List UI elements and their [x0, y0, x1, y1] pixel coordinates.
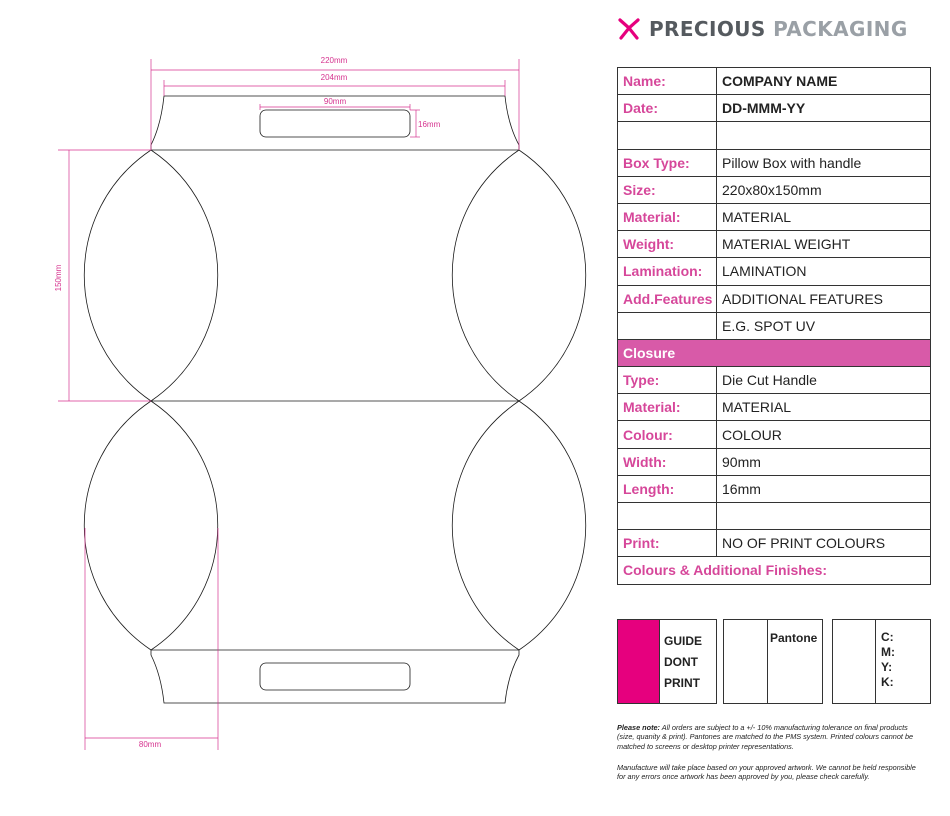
spec-row-weight	[618, 231, 931, 258]
spec-label: Add.Features	[618, 285, 717, 312]
dim-label-80mm: 80mm	[138, 740, 162, 749]
right-lower-end-curve	[452, 401, 586, 650]
spec-value: 16mm	[717, 475, 931, 502]
note-tolerance-text: All orders are subject to a +/- 10% manufacturing tolerance on final products (size, quanity & print). Pantones are matched to the PMS system. Printed colours cannot be matched to screens or desktop printer representations.	[617, 723, 914, 751]
spec-row-blank-2	[618, 503, 931, 530]
spec-value: 220x80x150mm	[717, 176, 931, 203]
spec-value: 90mm	[717, 448, 931, 475]
spec-row-colour	[618, 421, 931, 448]
spec-value: MATERIAL WEIGHT	[717, 231, 931, 258]
cmyk-k-label: K:	[881, 675, 894, 689]
note-tolerance-heading: Please note:	[617, 723, 660, 732]
brand-logo	[617, 14, 908, 44]
spec-row-add-features-extra	[618, 312, 931, 339]
brand-name-part2: PACKAGING	[773, 17, 908, 41]
spec-label: Type:	[618, 367, 717, 394]
left-lower-end-curve	[84, 401, 218, 650]
spec-value	[717, 503, 931, 530]
spec-label: Name:	[618, 68, 717, 95]
dim-label-90mm: 90mm	[323, 97, 347, 106]
spec-label: Lamination:	[618, 258, 717, 285]
spec-row-add-features	[618, 285, 931, 312]
spec-value: DD-MMM-YY	[717, 95, 931, 122]
spec-value: MATERIAL	[717, 394, 931, 421]
right-upper-end-curve	[452, 150, 586, 401]
spec-row-closure-material	[618, 394, 931, 421]
top-handle-cutout	[260, 110, 410, 137]
pantone-box	[723, 619, 823, 704]
spec-label	[618, 503, 717, 530]
dim-label-204mm: 204mm	[320, 73, 348, 82]
spec-row-size	[618, 176, 931, 203]
guide-text	[664, 631, 702, 694]
precious-packaging-logo-icon	[617, 16, 641, 42]
spec-label: Date:	[618, 95, 717, 122]
bottom-flap-outline	[151, 650, 519, 703]
spec-row-length	[618, 475, 931, 502]
spec-value: Die Cut Handle	[717, 367, 931, 394]
left-upper-end-curve	[84, 150, 218, 401]
spec-row-width	[618, 448, 931, 475]
colours-finishes-heading: Colours & Additional Finishes:	[618, 557, 931, 584]
guide-colour-swatch	[618, 620, 659, 703]
cmyk-m-label: M:	[881, 645, 895, 659]
guide-text-line1: GUIDE	[664, 634, 703, 648]
closure-section-heading: Closure	[618, 339, 931, 366]
guide-text-line3: PRINT	[664, 676, 700, 690]
spec-value: NO OF PRINT COLOURS	[717, 530, 931, 557]
spec-label: Size:	[618, 176, 717, 203]
cmyk-box	[832, 619, 931, 704]
spec-table	[617, 67, 931, 585]
spec-row-lamination	[618, 258, 931, 285]
spec-label: Box Type:	[618, 149, 717, 176]
note-tolerance	[617, 723, 922, 751]
spec-row-name	[618, 68, 931, 95]
spec-label: Weight:	[618, 231, 717, 258]
brand-name	[649, 17, 908, 41]
spec-section-closure	[618, 339, 931, 366]
spec-row-closure-type	[618, 367, 931, 394]
spec-value: ADDITIONAL FEATURES	[717, 285, 931, 312]
dim-label-150mm: 150mm	[54, 264, 63, 292]
spec-label	[618, 122, 717, 149]
bottom-handle-cutout	[260, 663, 410, 690]
brand-name-part1: PRECIOUS	[649, 17, 766, 41]
spec-label: Colour:	[618, 421, 717, 448]
spec-row-blank	[618, 122, 931, 149]
spec-value: LAMINATION	[717, 258, 931, 285]
spec-label: Material:	[618, 394, 717, 421]
spec-row-box-type	[618, 149, 931, 176]
guide-colour-box	[617, 619, 717, 704]
cmyk-labels	[881, 630, 895, 690]
spec-row-print	[618, 530, 931, 557]
guide-text-line2: DONT	[664, 655, 698, 669]
cmyk-y-label: Y:	[881, 660, 893, 674]
spec-row-date	[618, 95, 931, 122]
spec-value: E.G. SPOT UV	[717, 312, 931, 339]
spec-label: Width:	[618, 448, 717, 475]
spec-value: MATERIAL	[717, 203, 931, 230]
cmyk-c-label: C:	[881, 630, 894, 644]
dim-label-220mm: 220mm	[320, 56, 348, 65]
spec-label: Length:	[618, 475, 717, 502]
pantone-label: Pantone	[770, 631, 818, 645]
spec-label: Print:	[618, 530, 717, 557]
spec-label: Material:	[618, 203, 717, 230]
spec-row-material	[618, 203, 931, 230]
spec-value	[717, 122, 931, 149]
dim-label-16mm: 16mm	[418, 120, 441, 129]
spec-value: COLOUR	[717, 421, 931, 448]
note-artwork: Manufacture will take place based on your approved artwork. We cannot be held responsible for any errors once artwork has been approved by you, please check carefully.	[617, 763, 916, 782]
spec-value: Pillow Box with handle	[717, 149, 931, 176]
spec-label	[618, 312, 717, 339]
spec-row-colours-finishes	[618, 557, 931, 584]
spec-value: COMPANY NAME	[717, 68, 931, 95]
